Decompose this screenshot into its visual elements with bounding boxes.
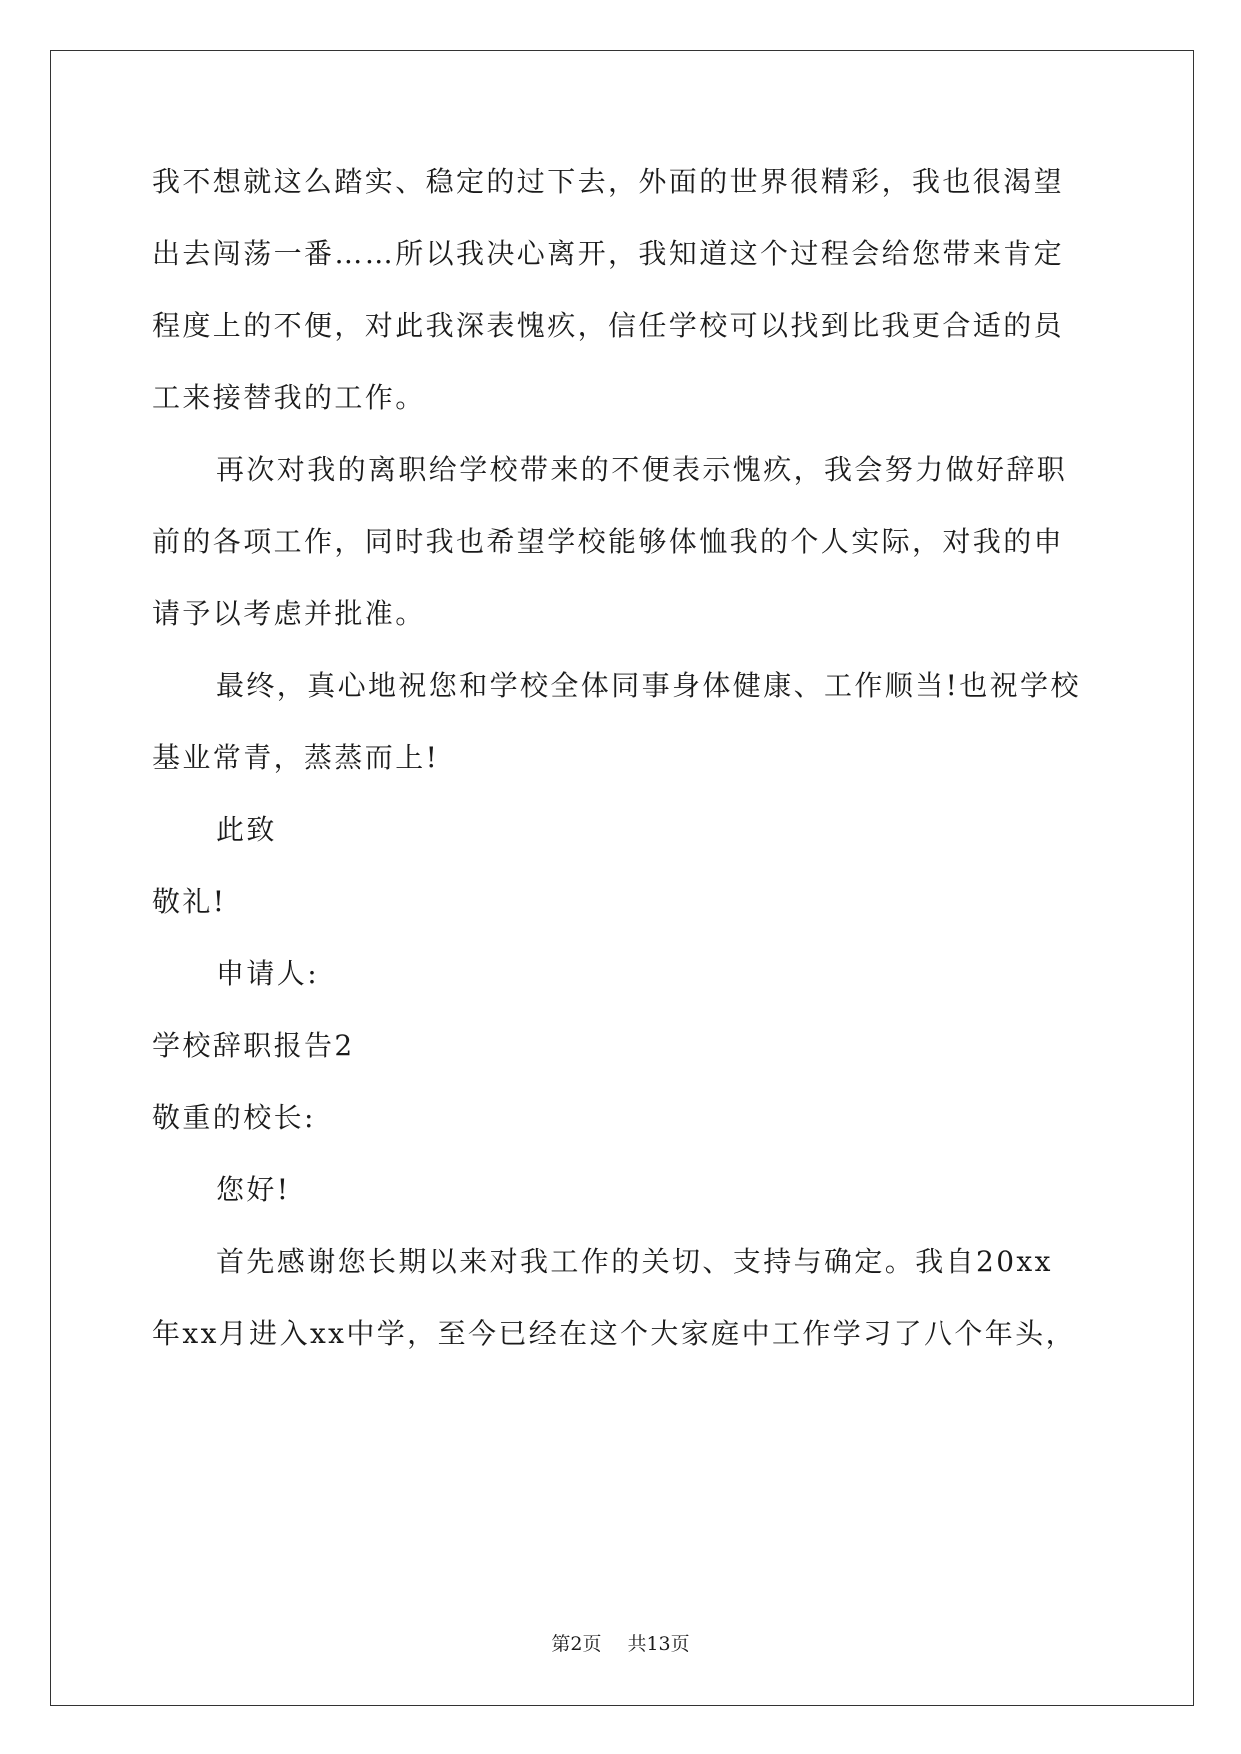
section-title: 学校辞职报告2 (152, 1029, 355, 1062)
page-frame (50, 50, 1194, 1706)
body-line: 年xx月进入xx中学，至今已经在这个大家庭中工作学习了八个年头， (152, 1317, 1076, 1350)
body-line: 请予以考虑并批准。 (152, 597, 426, 630)
closing-salutation: 此致 (216, 813, 277, 846)
closing-regards: 敬礼! (152, 885, 227, 918)
body-line: 我不想就这么踏实、稳定的过下去，外面的世界很精彩，我也很渴望 (152, 165, 1065, 198)
page-total: 共13页 (627, 1633, 690, 1655)
page-footer (0, 1632, 1241, 1656)
body-line: 出去闯荡一番……所以我决心离开，我知道这个过程会给您带来肯定 (152, 237, 1065, 270)
paragraph-start-line: 首先感谢您长期以来对我工作的关切、支持与确定。我自20xx (216, 1245, 1053, 1278)
body-line: 基业常青，蒸蒸而上! (152, 741, 440, 774)
paragraph-start-line: 再次对我的离职给学校带来的不便表示愧疚，我会努力做好辞职 (216, 453, 1068, 486)
body-line: 程度上的不便，对此我深表愧疚，信任学校可以找到比我更合适的员 (152, 309, 1065, 342)
letter-addressee: 敬重的校长: (152, 1101, 316, 1134)
body-line: 工来接替我的工作。 (152, 381, 426, 414)
paragraph-start-line: 最终，真心地祝您和学校全体同事身体健康、工作顺当!也祝学校 (216, 669, 1081, 702)
applicant-label: 申请人: (216, 957, 320, 990)
greeting: 您好! (216, 1173, 291, 1206)
page-number: 第2页 (551, 1633, 602, 1655)
body-line: 前的各项工作，同时我也希望学校能够体恤我的个人实际，对我的申 (152, 525, 1065, 558)
